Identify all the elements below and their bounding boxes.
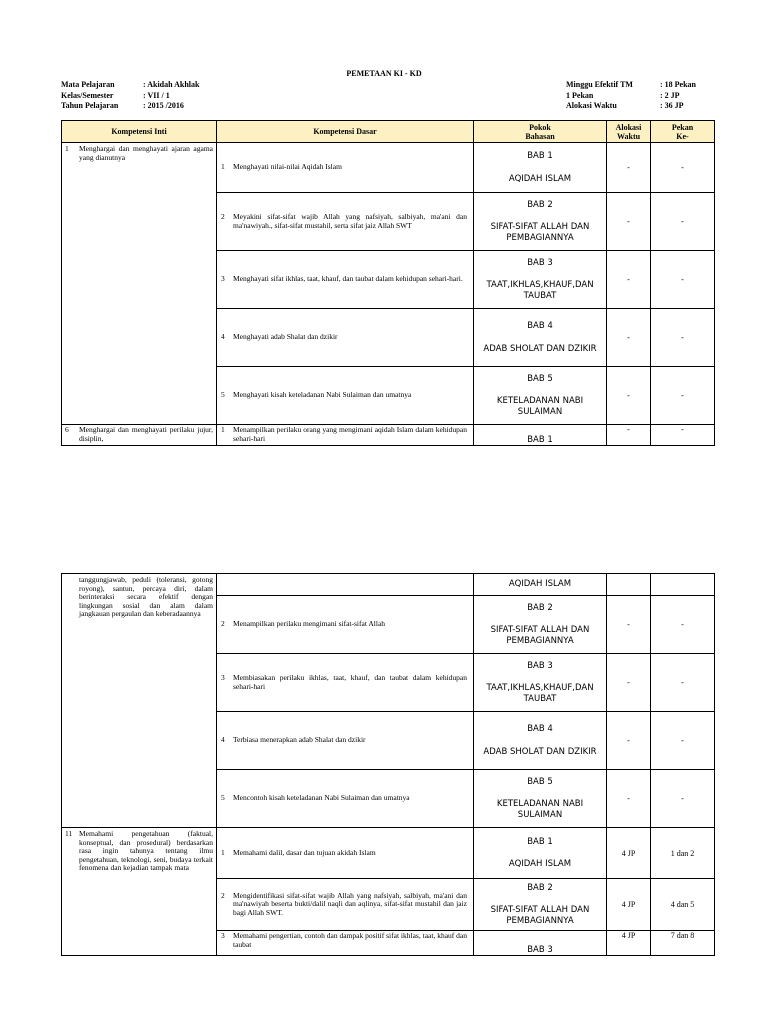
topic-label: AQIDAH ISLAM <box>508 173 572 184</box>
pekan-cell: 7 dan 8 <box>651 931 715 956</box>
topic-label: TAAT,IKHLAS,KHAUF,DAN TAUBAT <box>486 683 594 704</box>
kd-cell <box>217 367 474 425</box>
meta-label: Mata Pelajaran <box>61 80 115 89</box>
pokok-bahasan-cell <box>474 712 607 770</box>
kd-number: 1 <box>221 162 225 172</box>
alokasi-cell: - <box>607 367 651 425</box>
meta-value: : 18 Pekan <box>660 80 696 89</box>
kd-cell <box>217 309 474 367</box>
meta-label: Tahun Pelajaran <box>61 101 119 110</box>
topic-label: KETELADANAN NABI SULAIMAN <box>496 396 584 417</box>
kd-cell <box>217 143 474 193</box>
ki-cell <box>62 425 217 446</box>
pekan-cell: - <box>651 770 715 828</box>
bab-label: BAB 2 <box>527 882 553 893</box>
meta-value: : VII / 1 <box>143 90 170 100</box>
document-title: PEMETAAN KI - KD <box>346 69 422 78</box>
kd-number: 5 <box>221 390 225 400</box>
kd-text: Menampilkan perilaku mengimani sifat-sifat Allah <box>233 619 386 629</box>
bab-label: BAB 5 <box>527 776 553 787</box>
mapping-table-page2 <box>61 573 715 956</box>
table-row <box>62 425 715 446</box>
header-left-meta <box>61 80 199 112</box>
pokok-bahasan-cell <box>474 425 607 446</box>
ki-number: 6 <box>65 425 69 434</box>
kd-number: 4 <box>221 332 225 342</box>
ki-cell <box>62 828 217 956</box>
meta-value: : 2015 /2016 <box>143 101 184 110</box>
topic-label: SIFAT-SIFAT ALLAH DAN PEMBAGIANNYA <box>490 905 590 926</box>
pekan-cell: 4 dan 5 <box>651 879 715 931</box>
kd-text: Menghayati sifat ikhlas, taat, khauf, dan taubat dalam kehidupan sehari-hari. <box>233 274 463 284</box>
kd-cell <box>217 879 474 931</box>
kd-cell <box>217 596 474 654</box>
kd-text: Menghayati adab Shalat dan dzikir <box>233 332 338 342</box>
header-pokok-bahasan: Pokok Bahasan <box>474 121 607 143</box>
kd-text: Membiasakan perilaku ikhlas, taat, khauf, dan taubat dalam kehidupan sehari-hari <box>233 672 467 691</box>
pokok-bahasan-cell <box>474 367 607 425</box>
bab-label: BAB 1 <box>527 434 553 445</box>
ki-text: Memahami pengetahuan (faktual, konseptual, dan prosedural) berdasarkan rasa ingin tahunya tentang ilmu pengetahuan, teknologi, seni, budaya terkait fenomena dan kejadian tampak mata <box>79 829 213 873</box>
pekan-cell: - <box>651 425 715 446</box>
pekan-cell: - <box>651 654 715 712</box>
kd-text: Memahami dalil, dasar dan tujuan akidah Islam <box>233 847 376 857</box>
alokasi-cell: - <box>607 596 651 654</box>
meta-label: 1 Pekan <box>566 90 594 100</box>
alokasi-cell: - <box>607 654 651 712</box>
kd-text: Menampilkan perilaku orang yang mengimani aqidah Islam dalam kehidupan sehari-hari <box>233 425 467 443</box>
meta-value: : Akidah Akhlak <box>143 80 200 89</box>
bab-label: BAB 3 <box>527 257 553 268</box>
kd-text: Memahami pengertian, contoh dan dampak positif sifat ikhlas, taat, khauf dan taubat <box>233 931 467 949</box>
topic-label: TAAT,IKHLAS,KHAUF,DAN TAUBAT <box>486 280 594 301</box>
kd-number: 3 <box>221 274 225 284</box>
meta-label: Alokasi Waktu <box>566 101 617 110</box>
meta-label: Minggu Efektif TM <box>566 80 633 89</box>
kd-number: 4 <box>221 735 225 745</box>
alokasi-cell: - <box>607 251 651 309</box>
alokasi-cell: - <box>607 143 651 193</box>
ki-number: 11 <box>65 829 73 838</box>
ki-text: tanggungjawab, peduli (toleransi, gotong royong), santun, percaya diri, dalam berinteraksi secara efektif dengan lingkungan sosial dan alam dalam jangkauan pergaulan dan keberadaannya <box>79 575 213 619</box>
alokasi-cell: - <box>607 193 651 251</box>
pokok-bahasan-cell <box>474 828 607 879</box>
pekan-cell: - <box>651 143 715 193</box>
bab-label: BAB 5 <box>527 373 553 384</box>
topic-label: KETELADANAN NABI SULAIMAN <box>496 799 584 820</box>
kd-number: 2 <box>221 211 225 221</box>
kd-cell <box>217 770 474 828</box>
kd-text: Mengidentifikasi sifat-sifat wajib Allah yang nafsiyah, salbiyah, ma'ani dan ma'nawiyah beserta bukti/dalil naqli dan aqlinya, sifat-sifat mustahil dan jaiz bagi Allah SWT. <box>233 890 467 917</box>
kd-cell <box>217 574 474 596</box>
topic-label: ADAB SHOLAT DAN DZIKIR <box>483 746 597 757</box>
kd-cell <box>217 251 474 309</box>
bab-label: BAB 1 <box>527 151 553 161</box>
ki-text: Menghargai dan menghayati perilaku jujur, disiplin, <box>79 425 213 443</box>
topic-label: AQIDAH ISLAM <box>508 579 572 590</box>
pekan-cell: - <box>651 193 715 251</box>
kd-text: Mencontoh kisah keteladanan Nabi Sulaiman dan umatnya <box>233 793 410 803</box>
header-right-meta <box>566 80 696 112</box>
bab-label: BAB 4 <box>527 724 553 734</box>
pokok-bahasan-cell <box>474 143 607 193</box>
table-row <box>62 574 715 596</box>
pokok-bahasan-cell <box>474 574 607 596</box>
header-kompetensi-dasar: Kompetensi Dasar <box>217 121 474 143</box>
table-row <box>62 828 715 879</box>
ki-cell <box>62 143 217 425</box>
kd-cell <box>217 931 474 956</box>
pekan-cell: - <box>651 596 715 654</box>
kd-text: Menghayati kisah keteladanan Nabi Sulaiman dan umatnya <box>233 390 412 400</box>
kd-text: Meyakini sifat-sifat wajib Allah yang nafsiyah, salbiyah, ma'ani dan ma'nawiyah., sifat-sifat mustahil, serta sifat jaiz Allah SWT <box>233 211 467 230</box>
ki-number: 1 <box>65 144 69 153</box>
kd-number: 2 <box>221 619 225 629</box>
bab-label: BAB 2 <box>527 602 553 613</box>
kd-text: Terbiasa menerapkan adab Shalat dan dzikir <box>233 735 366 745</box>
alokasi-cell: - <box>607 770 651 828</box>
kd-number: 2 <box>221 890 225 900</box>
meta-label: Kelas/Semester <box>61 90 114 100</box>
topic-label: SIFAT-SIFAT ALLAH DAN PEMBAGIANNYA <box>490 222 590 243</box>
pekan-cell: - <box>651 309 715 367</box>
kd-number: 5 <box>221 793 225 803</box>
pokok-bahasan-cell <box>474 193 607 251</box>
topic-label: ADAB SHOLAT DAN DZIKIR <box>483 343 597 354</box>
kd-cell <box>217 712 474 770</box>
topic-label: AQIDAH ISLAM <box>508 859 572 869</box>
alokasi-cell: 4 JP <box>607 931 651 956</box>
pekan-cell: - <box>651 367 715 425</box>
bab-label: BAB 3 <box>527 660 553 671</box>
meta-value: : 36 JP <box>660 101 684 110</box>
bab-label: BAB 2 <box>527 199 553 210</box>
pokok-bahasan-cell <box>474 309 607 367</box>
alokasi-cell: - <box>607 425 651 446</box>
kd-number: 1 <box>221 425 225 434</box>
pokok-bahasan-cell <box>474 879 607 931</box>
pekan-cell: - <box>651 712 715 770</box>
pokok-bahasan-cell <box>474 251 607 309</box>
alokasi-cell: - <box>607 309 651 367</box>
pokok-bahasan-cell <box>474 596 607 654</box>
pekan-cell: - <box>651 251 715 309</box>
pokok-bahasan-cell <box>474 654 607 712</box>
header-kompetensi-inti: Kompetensi Inti <box>62 121 217 143</box>
alokasi-cell: 4 JP <box>607 879 651 931</box>
pokok-bahasan-cell <box>474 931 607 956</box>
kd-cell <box>217 193 474 251</box>
kd-cell <box>217 828 474 879</box>
table-header-row <box>62 121 715 143</box>
pekan-cell <box>651 574 715 596</box>
alokasi-cell: 4 JP <box>607 828 651 879</box>
header-pekan-ke: Pekan Ke- <box>651 121 715 143</box>
header-alokasi-waktu: Alokasi Waktu <box>607 121 651 143</box>
kd-cell <box>217 425 474 446</box>
mapping-table-page1 <box>61 120 715 446</box>
kd-number: 3 <box>221 672 225 682</box>
kd-number: 3 <box>221 931 225 940</box>
bab-label: BAB 1 <box>527 836 553 847</box>
ki-cell <box>62 574 217 828</box>
table-row <box>62 143 715 193</box>
topic-label: SIFAT-SIFAT ALLAH DAN PEMBAGIANNYA <box>490 625 590 646</box>
alokasi-cell <box>607 574 651 596</box>
pekan-cell: 1 dan 2 <box>651 828 715 879</box>
kd-number: 1 <box>221 847 225 857</box>
alokasi-cell: - <box>607 712 651 770</box>
bab-label: BAB 3 <box>527 944 553 955</box>
kd-cell <box>217 654 474 712</box>
pokok-bahasan-cell <box>474 770 607 828</box>
meta-value: : 2 JP <box>660 90 680 100</box>
ki-text: Menghargai dan menghayati ajaran agama yang dianutnya <box>79 144 213 162</box>
bab-label: BAB 4 <box>527 321 553 331</box>
kd-text: Menghayati nilai-nilai Aqidah Islam <box>233 162 342 172</box>
